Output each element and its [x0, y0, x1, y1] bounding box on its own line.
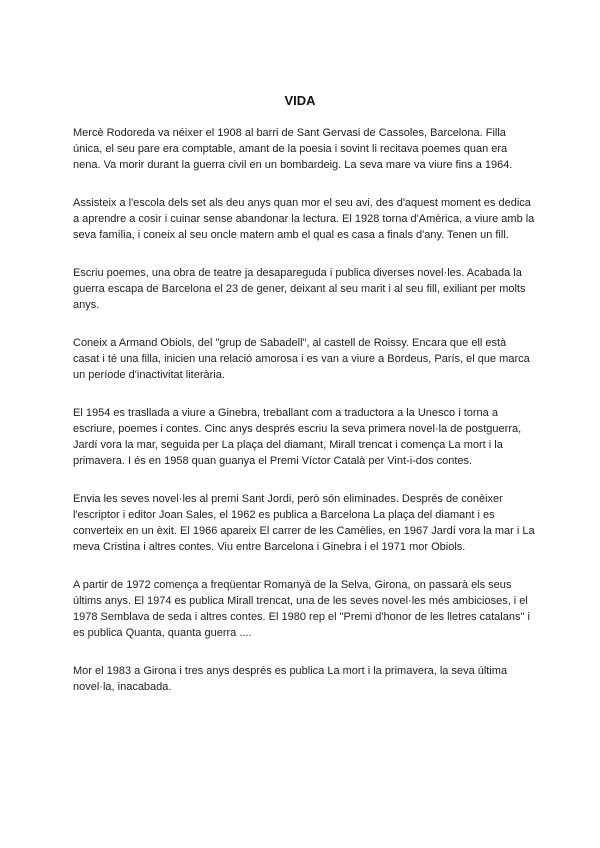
- paragraph-publications: Envia les seves novel·les al premi Sant Jordi, però són eliminades. Després de conèixer l'escriptor i editor Joan Sales, el 1962 es publica a Barcelona La plaça del diamant i es converteix en un èxit. El 1966 apareix El carrer de les Camèlies, en 1967 Jardí vora la mar i La meva Cristina i altres contes. Viu entre Barcelona i Ginebra i el 1971 mor Obiols.: [73, 493, 535, 553]
- page-title: VIDA: [284, 93, 316, 108]
- paragraph-death: Mor el 1983 a Girona i tres anys després es publica La mort i la primavera, la seva última novel·la, inacabada.: [73, 665, 508, 693]
- paragraph-geneva: El 1954 es trasllada a viure a Ginebra, treballant com a traductora a la Unesco i torna a escriure, poemes i contes. Cinc anys després escriu la seva primera novel·la de postguerra, Jardí vora la mar, seguida per La plaça del diamant, Mirall trencat i comença La mort i la primavera. I és en 1958 quan guanya el Premi Víctor Català per Vint-i-dos contes.: [73, 407, 522, 467]
- paragraph-obiols: Coneix a Armand Obiols, del "grup de Sabadell", al castell de Roissy. Encara que ell està casat i té una filla, inicien una relació amorosa i es van a viure a Bordeus, París, el que marca un període d'inactivitat literària.: [73, 337, 530, 381]
- paragraph-childhood: Mercè Rodoreda va néixer el 1908 al barri de Sant Gervasi de Cassoles, Barcelona. Filla única, el seu pare era comptable, amant de la poesia i sovint li recitava poemes quan era nena. Va morir durant la guerra civil en un bombardeig. La seva mare va viure fins a 1964.: [73, 127, 513, 171]
- paragraph-romanya: A partir de 1972 comença a freqüentar Romanyà de la Selva, Girona, on passarà els seus últims anys. El 1974 es publica Mirall trencat, una de les seves novel·les més ambicioses, i el 1978 Semblava de seda i altres contes. El 1980 rep el "Premi d'honor de les lletres catalans" i es publica Quanta, quanta guerra ....: [73, 579, 530, 639]
- paragraph-youth: Assisteix a l'escola dels set als deu anys quan mor el seu avi, des d'aquest moment es dedica a aprendre a cosir i cuinar sense abandonar la lectura. El 1928 torna d'Amèrica, a viure amb la seva família, i coneix al seu oncle matern amb el qual es casa a finals d'any. Tenen un fill.: [73, 197, 535, 241]
- document-body: [73, 125, 535, 717]
- paragraph-exile: Escriu poemes, una obra de teatre ja desapareguda i publica diverses novel·les. Acabada la guerra escapa de Barcelona el 23 de gener, deixant al seu marit i al seu fill, exiliant per molts anys.: [73, 267, 526, 311]
